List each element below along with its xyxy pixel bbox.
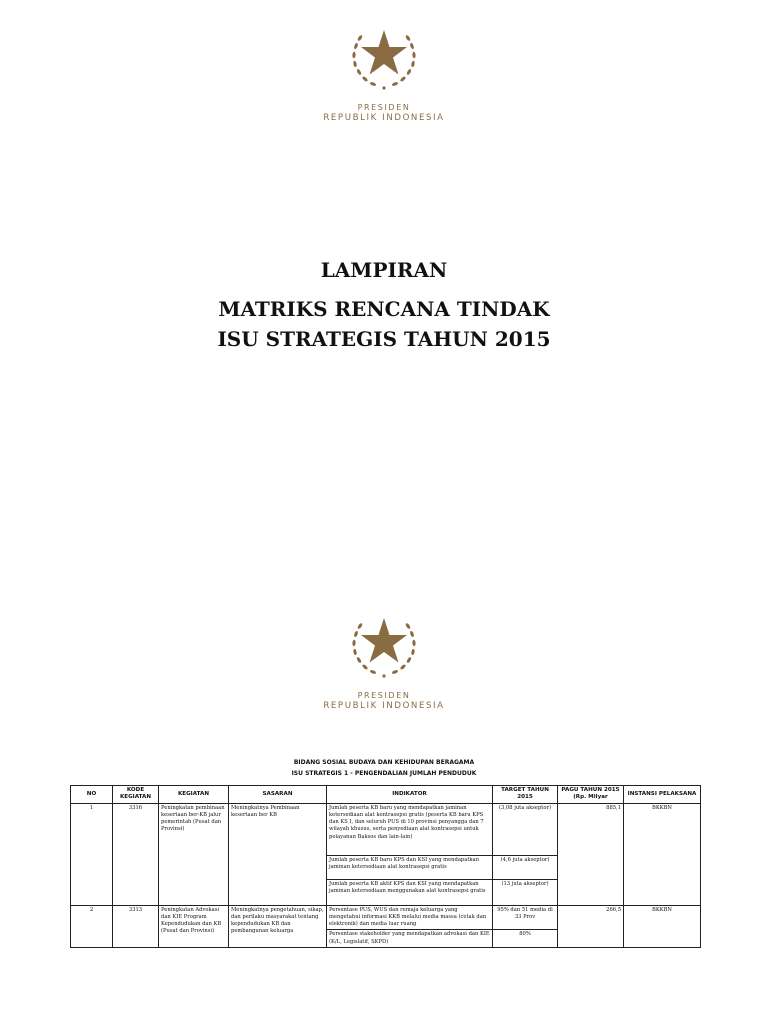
table-row (71, 803, 701, 855)
header-no: NO (71, 786, 113, 804)
presidential-emblem-middle (0, 604, 768, 712)
cell-pagu: 885,1 (558, 803, 624, 905)
cell-indikator: Persentase stakeholder yang mendapatkan advokasi dan KIE (K/L, Legislatif, SKPD) (327, 930, 493, 948)
table-row (71, 905, 701, 930)
cell-target: 80% (493, 930, 558, 948)
presidential-emblem-top (0, 16, 768, 124)
header-sasaran: SASARAN (229, 786, 327, 804)
title-lampiran: LAMPIRAN (320, 258, 448, 282)
action-plan-matrix-table (70, 785, 701, 948)
title-matriks: MATRIKS RENCANA TINDAK (218, 297, 550, 321)
emblem-caption-republik-indonesia: REPUBLIK INDONESIA (323, 113, 445, 123)
cell-indikator: Jumlah peserta KB baru KPS dan KSI yang mendapatkan jaminan ketersediaan alat kontrasepsi gratis (327, 855, 493, 879)
cell-no: 1 (71, 803, 113, 905)
header-indikator: INDIKATOR (327, 786, 493, 804)
cell-kegiatan: Peningkatan pembinaan kesertaan ber-KB jalur pemerintah (Pusat dan Provinsi) (159, 803, 229, 905)
cell-target: (4,6 juta akseptor) (493, 855, 558, 879)
title-block (0, 256, 768, 354)
cell-target: (13 juta akseptor) (493, 879, 558, 905)
header-pagu: PAGU TAHUN 2015 (Rp. Milyar (558, 786, 624, 804)
cell-instansi: BKKBN (624, 803, 701, 905)
cell-indikator: Jumlah peserta KB aktif KPS dan KSI yang mendapatkan jaminan ketersediaan menggunakan alat kontrasepsi gratis (327, 879, 493, 905)
title-isu-strategis: ISU STRATEGIS TAHUN 2015 (217, 327, 551, 351)
cell-indikator: Persentase PUS, WUS dan remaja keluarga yang mengetahui informasi KKB melalui media massa (cetak dan elektronik) dan media luar ruang (327, 905, 493, 930)
garuda-star-wreath-icon (344, 16, 424, 96)
cell-kode: 3316 (113, 803, 159, 905)
cell-sasaran: Meningkatnya pengetahuan, sikap, dan perilaku masyarakat tentang kependudukan KB dan pembangunan keluarga (229, 905, 327, 948)
cell-sasaran: Meningkatnya Pembinaan kesertaan ber KB (229, 803, 327, 905)
cell-pagu: 266,5 (558, 905, 624, 948)
section-bidang: BIDANG SOSIAL BUDAYA DAN KEHIDUPAN BERAGAMA (293, 759, 475, 766)
header-instansi: INSTANSI PELAKSANA (624, 786, 701, 804)
cell-target: (3,08 juta akseptor) (493, 803, 558, 855)
table-header-row (71, 786, 701, 804)
garuda-star-wreath-icon (344, 604, 424, 684)
header-target: TARGET TAHUN 2015 (493, 786, 558, 804)
emblem-caption-republik-indonesia: REPUBLIK INDONESIA (323, 701, 445, 711)
emblem-caption-presiden: PRESIDEN (357, 103, 411, 112)
cell-kode: 3313 (113, 905, 159, 948)
section-isu-strategis: ISU STRATEGIS 1 - PENGENDALIAN JUMLAH PENDUDUK (291, 770, 477, 777)
cell-instansi: BKKBN (624, 905, 701, 948)
cell-target: 95% dan 51 media di 33 Prov (493, 905, 558, 930)
section-heading (0, 757, 768, 779)
cell-kegiatan: Peningkatan Advokasi dan KIE Program Kependudukan dan KB (Pusat dan Provinsi) (159, 905, 229, 948)
cell-indikator: Jumlah peserta KB baru yang mendapatkan jaminan ketersediaan alat kontrasepsi gratis (peserta KB baru KPS dan KS I, dan seluruh PUS di 10 provinsi penyangga dan 7 wilayah khusus, serta penyediaan alat kontrasepsi untuk pelayanan Baksos dan lain-lain) (327, 803, 493, 855)
cell-no: 2 (71, 905, 113, 948)
header-kode-kegiatan: KODE KEGIATAN (113, 786, 159, 804)
emblem-caption-presiden: PRESIDEN (357, 691, 411, 700)
header-kegiatan: KEGIATAN (159, 786, 229, 804)
